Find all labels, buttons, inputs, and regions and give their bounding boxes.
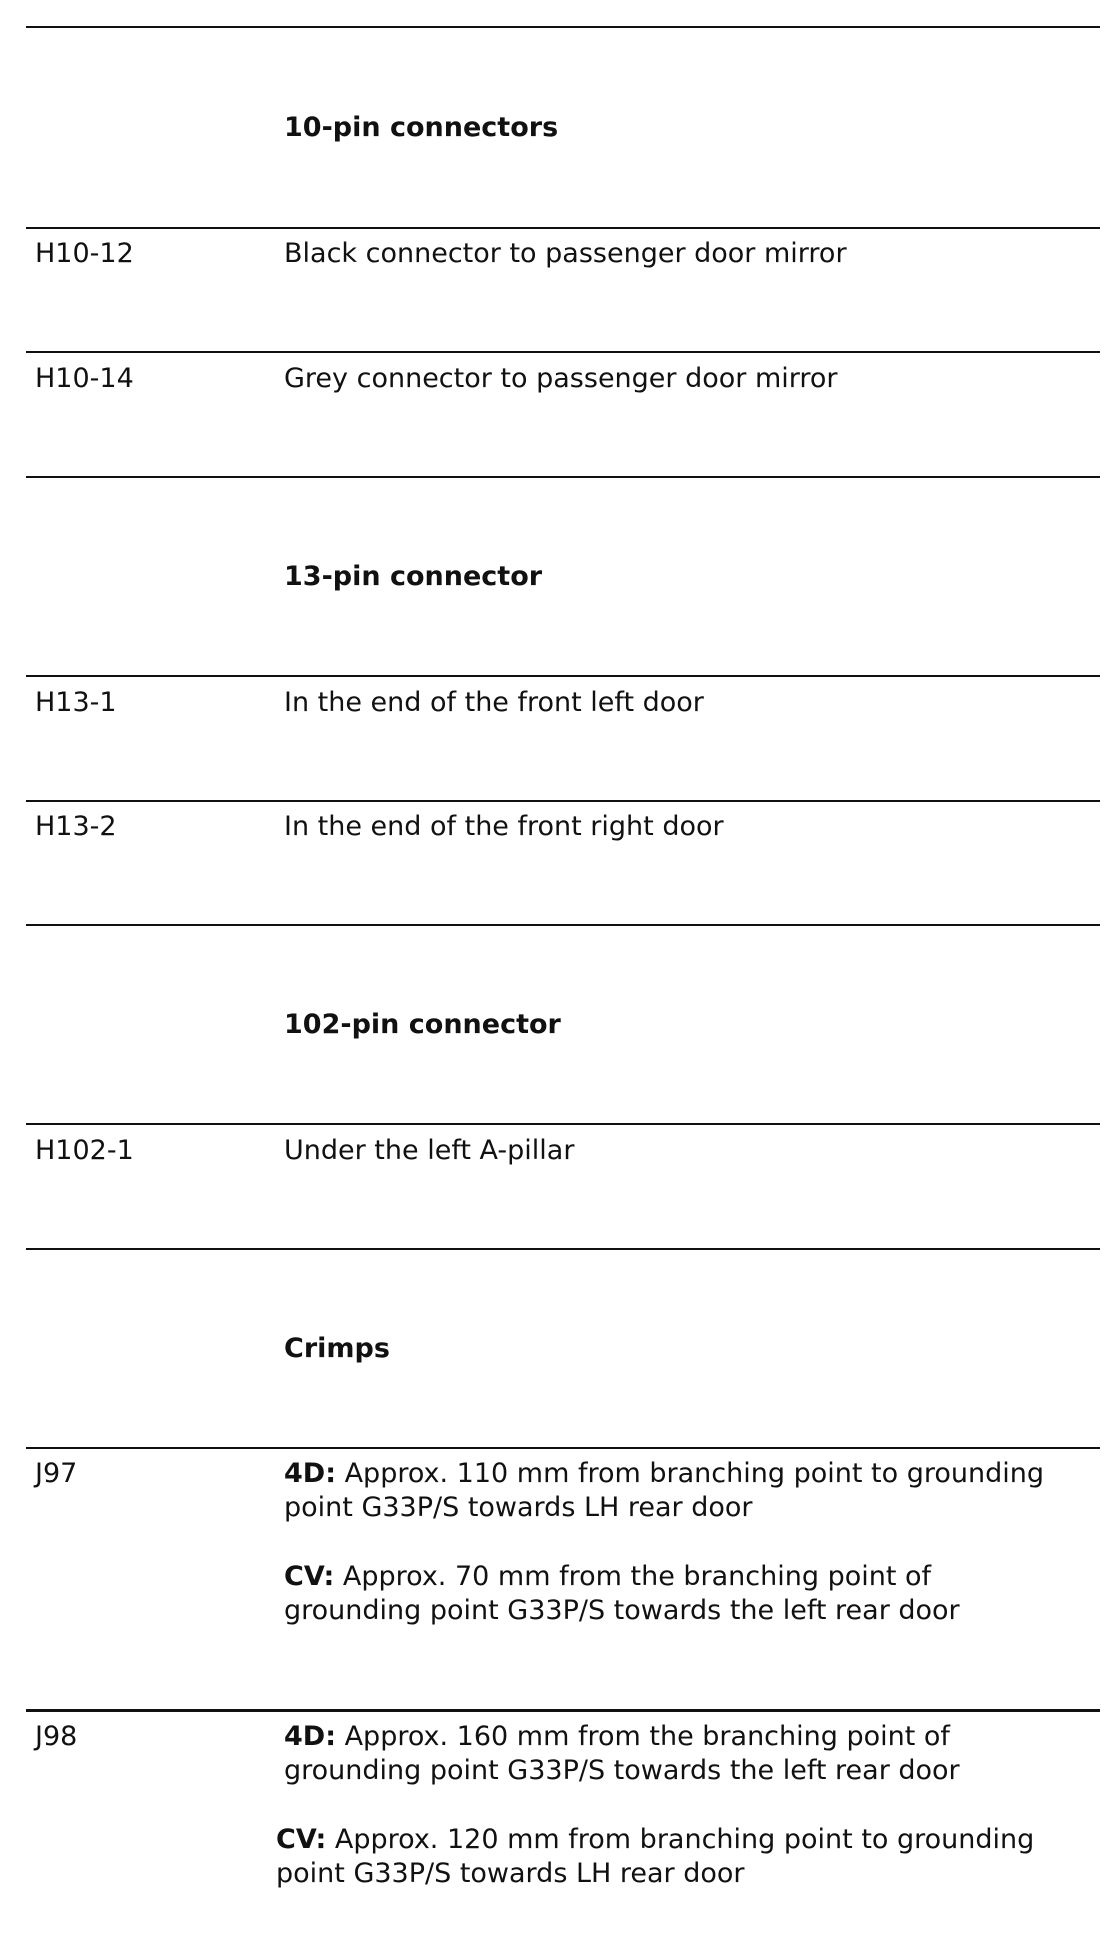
crimp-note-line: grounding point G33P/S towards the left rear door <box>284 1755 960 1786</box>
variant-label: 4D: <box>284 1721 336 1752</box>
crimp-note-line: grounding point G33P/S towards the left rear door <box>284 1595 960 1626</box>
connector-code: H13-2 <box>35 811 117 842</box>
variant-label: CV: <box>284 1561 335 1592</box>
divider <box>26 26 1100 28</box>
crimp-note-line <box>276 1823 1034 1857</box>
crimp-note-text: Approx. 110 mm from branching point to grounding <box>336 1458 1044 1489</box>
divider <box>26 476 1100 478</box>
crimp-note-line: point G33P/S towards LH rear door <box>276 1858 745 1889</box>
crimp-note-line <box>284 1560 931 1594</box>
divider <box>26 1709 1100 1712</box>
variant-label: 4D: <box>284 1458 336 1489</box>
divider <box>26 924 1100 926</box>
connector-description: Grey connector to passenger door mirror <box>284 363 838 394</box>
crimp-code: J97 <box>35 1458 78 1489</box>
connector-code: H10-12 <box>35 238 134 269</box>
connector-code: H10-14 <box>35 363 134 394</box>
crimp-note-line: point G33P/S towards LH rear door <box>284 1492 753 1523</box>
connector-code: H102-1 <box>35 1135 134 1166</box>
divider <box>26 227 1100 229</box>
crimp-note-line <box>284 1457 1044 1491</box>
crimp-note-text: Approx. 70 mm from the branching point of <box>334 1561 932 1592</box>
divider <box>26 1123 1100 1125</box>
divider <box>26 800 1100 802</box>
section-heading: 10-pin connectors <box>284 112 559 143</box>
crimp-note-text: Approx. 120 mm from branching point to grounding <box>326 1824 1035 1855</box>
connector-code: H13-1 <box>35 687 117 718</box>
section-heading: 102-pin connector <box>284 1009 561 1040</box>
variant-label: CV: <box>276 1824 327 1855</box>
divider <box>26 675 1100 677</box>
connector-description: In the end of the front left door <box>284 687 704 718</box>
connector-description: Black connector to passenger door mirror <box>284 238 847 269</box>
divider <box>26 351 1100 353</box>
divider <box>26 1248 1100 1250</box>
section-heading: 13-pin connector <box>284 561 543 592</box>
connector-description: Under the left A-pillar <box>284 1135 575 1166</box>
connector-description: In the end of the front right door <box>284 811 724 842</box>
crimp-note-line <box>284 1720 950 1754</box>
crimp-note-text: Approx. 160 mm from the branching point of <box>336 1721 950 1752</box>
divider <box>26 1447 1100 1449</box>
crimp-code: J98 <box>35 1721 78 1752</box>
section-heading: Crimps <box>284 1333 390 1364</box>
